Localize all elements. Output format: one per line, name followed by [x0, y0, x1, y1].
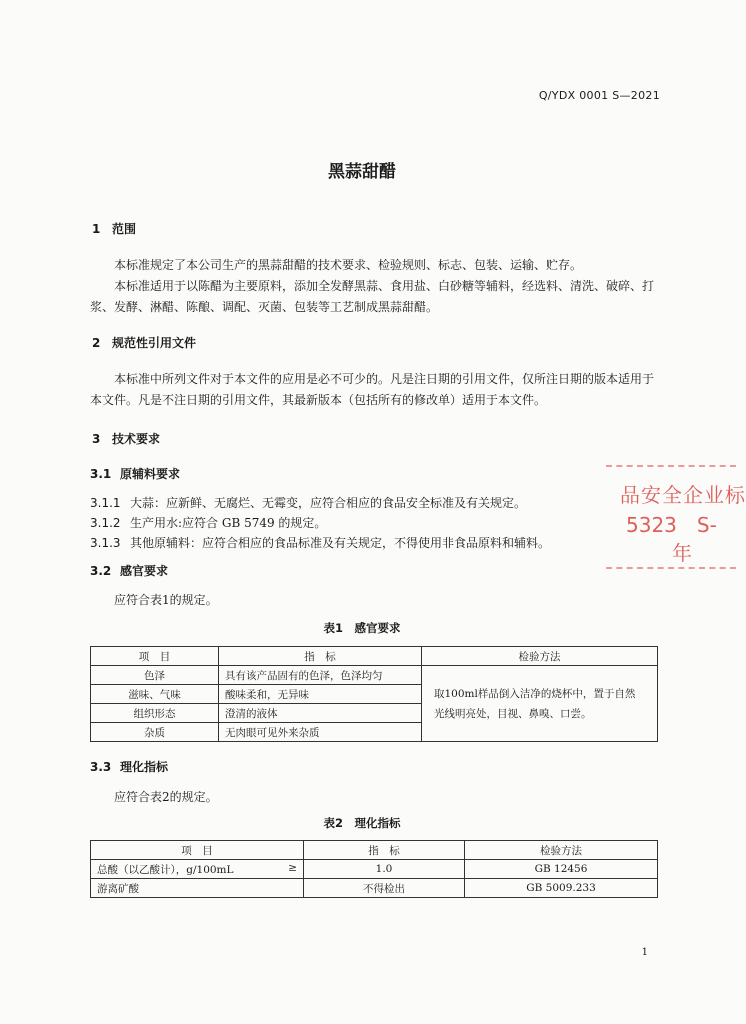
requirement-item: 3.1.1 大蒜：应新鲜、无腐烂、无霉变，应符合相应的食品安全标准及有关规定。 [90, 496, 527, 510]
table-header: 指 标 [219, 647, 422, 666]
table-row: 色泽 具有该产品固有的色泽，色泽均匀 取100ml样品倒入洁净的烧杯中，置于自然光线明亮处，目视、鼻嗅、口尝。 [91, 666, 658, 685]
physicochemical-table [90, 840, 658, 898]
table-row: 滋味、气味 酸味柔和，无异味 [91, 685, 658, 704]
section-3-3-heading: 3.3 理化指标 [90, 760, 169, 774]
sensory-requirements-table [90, 646, 658, 742]
section-3-3-note: 应符合表2的规定。 [114, 790, 218, 804]
section-1-para-1: 本标准规定了本公司生产的黑蒜甜醋的技术要求、检验规则、标志、包装、运输、贮存。 [114, 258, 583, 272]
section-3-2-note: 应符合表1的规定。 [114, 593, 218, 607]
table-row: 游离矿酸 不得检出 GB 5009.233 [91, 879, 658, 898]
requirement-item: 3.1.2 生产用水:应符合 GB 5749 的规定。 [90, 516, 327, 530]
table-header: 检验方法 [465, 841, 658, 860]
section-2-para-1: 本标准中所列文件对于本文件的应用是必不可少的。凡是注日期的引用文件，仅所注日期的版本适用于本文件。凡是不注日期的引用文件，其最新版本（包括所有的修改单）适用于本文件。 [90, 372, 655, 407]
table-1-caption: 表1 感官要求 [323, 621, 401, 635]
section-3-2-heading: 3.2 感官要求 [90, 564, 169, 578]
section-3-1-heading: 3.1 原辅料要求 [90, 467, 181, 481]
requirement-item: 3.1.3 其他原辅料：应符合相应的食品标准及有关规定，不得使用非食品原料和辅料。 [90, 536, 551, 550]
official-seal-stamp: 品安全企业标 5323 S- 年 [606, 465, 736, 569]
table-header: 项 目 [91, 647, 219, 666]
table-row: 组织形态 澄清的液体 [91, 704, 658, 723]
section-2-body [90, 369, 660, 411]
table-header: 检验方法 [422, 647, 658, 666]
section-2-heading: 2 规范性引用文件 [92, 336, 197, 350]
table-header: 指 标 [304, 841, 465, 860]
section-1-para-2: 本标准适用于以陈醋为主要原料，添加全发酵黑蒜、食用盐、白砂糖等辅料，经选料、清洗、破碎、打浆、发酵、淋醋、陈酿、调配、灭菌、包装等工艺制成黑蒜甜醋。 [90, 279, 655, 314]
section-3-heading: 3 技术要求 [92, 432, 161, 446]
section-1-heading: 1 范围 [92, 222, 137, 236]
table-header: 项 目 [91, 841, 304, 860]
table-row: 总酸（以乙酸计），g/100mL ≥ 1.0 GB 12456 [91, 860, 658, 879]
standard-code: Q/YDX 0001 S—2021 [538, 89, 660, 102]
page-number: 1 [641, 947, 648, 958]
section-1-body [90, 255, 660, 318]
page-title: 黑蒜甜醋 [328, 162, 396, 182]
inspection-method-cell: 取100ml样品倒入洁净的烧杯中，置于自然光线明亮处，目视、鼻嗅、口尝。 [422, 666, 658, 742]
table-row: 杂质 无肉眼可见外来杂质 [91, 723, 658, 742]
table-2-caption: 表2 理化指标 [323, 816, 401, 830]
